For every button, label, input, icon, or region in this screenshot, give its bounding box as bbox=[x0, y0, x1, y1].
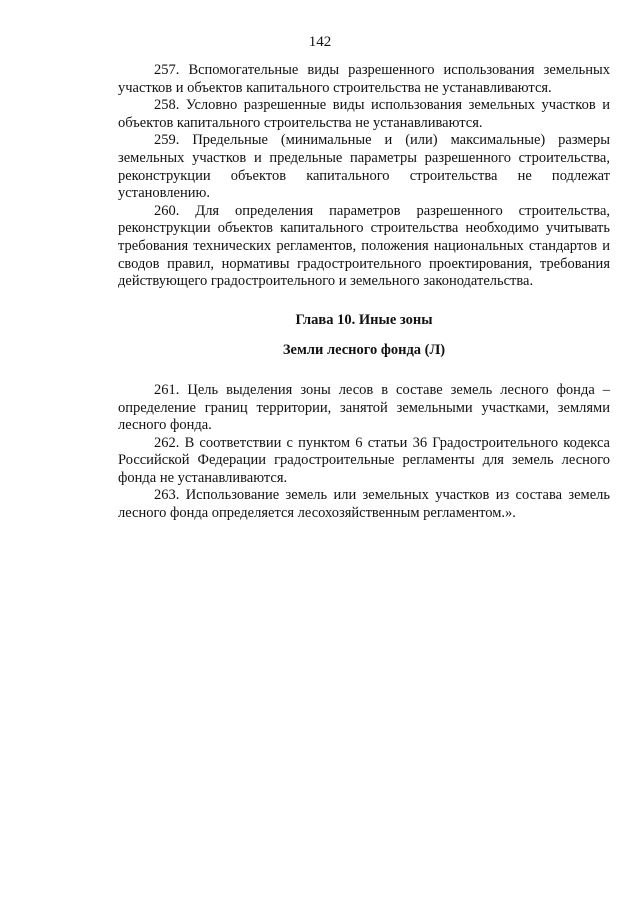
paragraph-258: 258. Условно разрешенные виды использования земельных участков и объектов капитального строительства не устанавливаются. bbox=[118, 97, 610, 131]
paragraph-263: 263. Использование земель или земельных участков из состава земель лесного фонда определяется лесохозяйственным регламентом.». bbox=[118, 487, 610, 522]
paragraph-257: 257. Вспомогательные виды разрешенного использования земельных участков и объектов капитального строительства не устанавливаются. bbox=[118, 62, 610, 96]
page-number: 142 bbox=[308, 34, 332, 50]
paragraph-262: 262. В соответствии с пунктом 6 статьи 36 Градостроительного кодекса Российской Федерации градостроительные регламенты для земель лесного фонда не устанавливаются. bbox=[118, 434, 610, 486]
paragraph-260: 260. Для определения параметров разрешенного строительства, реконструкции объектов капитального строительства необходимо учитывать требования технических регламентов, положения национальных стандартов и сводов правил, нормативы градостроительного проектирования, требования действующего градостроительного и земельного законодательства. bbox=[118, 202, 610, 290]
chapter-title: Глава 10. Иные зоны bbox=[295, 311, 433, 328]
paragraph-261: 261. Цель выделения зоны лесов в составе земель лесного фонда – определение границ территории, занятой земельными участками, землями лесного фонда. bbox=[118, 381, 610, 434]
paragraph-259: 259. Предельные (минимальные и (или) максимальные) размеры земельных участков и предельные параметры разрешенного строительства, реконструкции объектов капитального строительства не подлежат установлению. bbox=[118, 132, 610, 202]
document-body bbox=[118, 62, 610, 523]
section-title: Земли лесного фонда (Л) bbox=[282, 342, 446, 359]
